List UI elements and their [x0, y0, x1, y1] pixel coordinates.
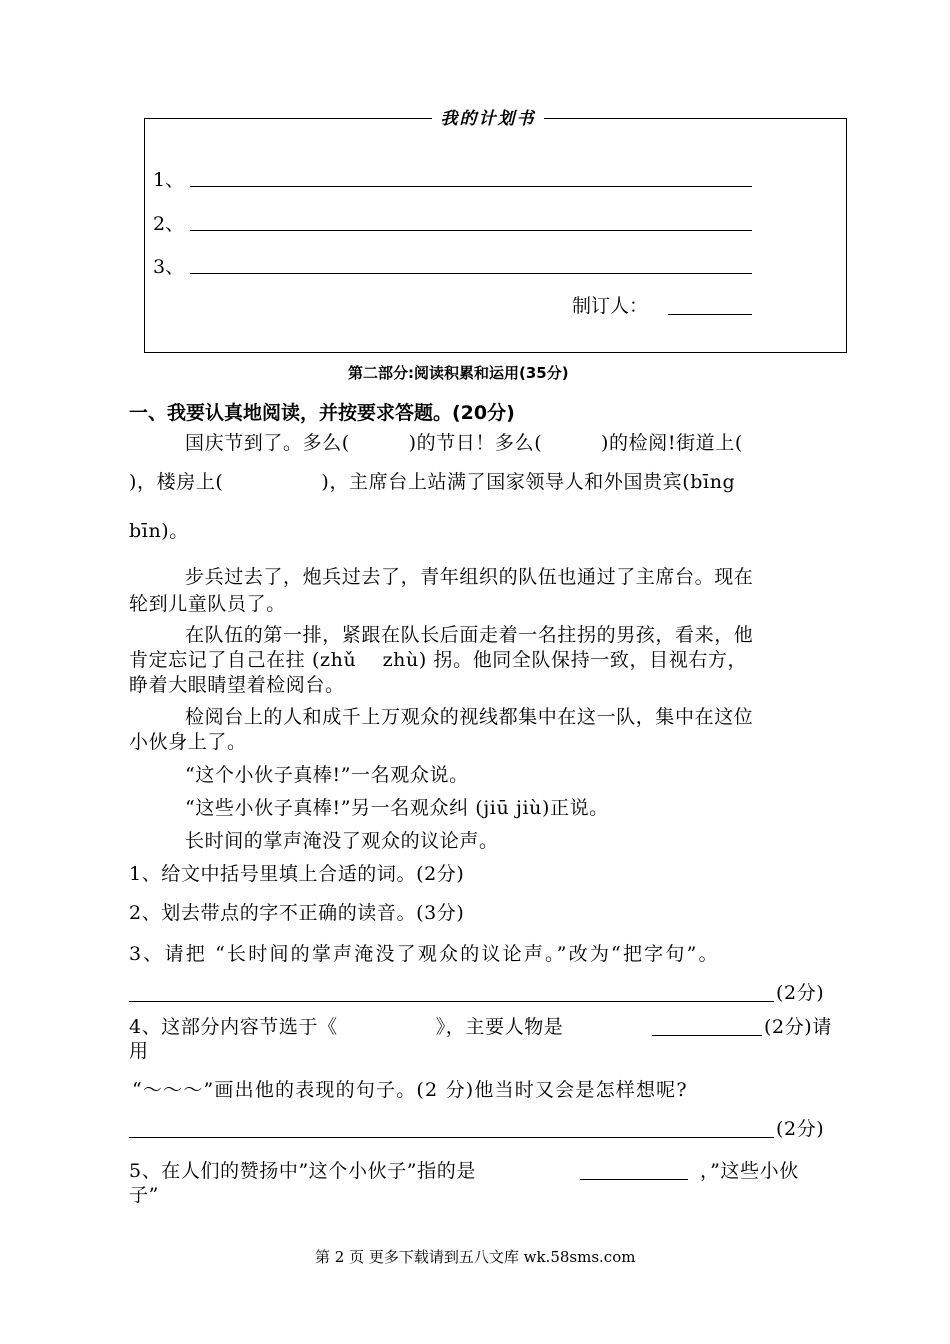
passage-line: 长时间的掌声淹没了观众的议论声。: [185, 830, 499, 852]
question-heading: 一、我要认真地阅读，并按要求答题。(20分): [129, 402, 515, 424]
plan-maker-line: [668, 314, 752, 315]
passage-line: bīn)。: [129, 520, 189, 542]
question-5-part-c: 子”: [129, 1184, 159, 1206]
answer-line-q4-person: [652, 1035, 762, 1036]
passage-line: 在队伍的第一排，紧跟在队长后面走着一名拄拐的男孩，看来，他: [185, 624, 754, 646]
passage-line: 轮到儿童队员了。: [129, 593, 286, 615]
question-4-part-d: “～～～”画出他的表现的句子。(2 分)他当时又会是怎样想呢?: [132, 1079, 688, 1101]
question-4-part-a: 4、这部分内容节选于《 》，主要人物是: [129, 1016, 564, 1038]
plan-box: [144, 118, 847, 353]
answer-line-q4: [129, 1137, 774, 1138]
question-3-score: (2分): [776, 982, 825, 1004]
plan-title: 我的计划书: [432, 104, 544, 132]
question-5-part-b: ，”这些小伙: [700, 1160, 799, 1182]
plan-item-2-line: [190, 230, 752, 231]
passage-line: 国庆节到了。多么( )的节日！多么( )的检阅!街道上(: [185, 432, 743, 454]
passage-line: )，楼房上( )，主席台上站满了国家领导人和外国贵宾(bīng: [129, 471, 736, 493]
plan-item-3-number: 3、: [153, 256, 185, 278]
question-3: 3、请把 “长时间的掌声淹没了观众的议论声。”改为“把字句”。: [129, 943, 720, 965]
passage-line: 检阅台上的人和成千上万观众的视线都集中在这一队，集中在这位: [185, 706, 754, 728]
passage-line: 步兵过去了，炮兵过去了，青年组织的队伍也通过了主席台。现在: [185, 566, 754, 588]
passage-line: 小伙身上了。: [129, 731, 247, 753]
plan-item-2-number: 2、: [153, 213, 185, 235]
section-title: 第二部分:阅读积累和运用(35分): [348, 364, 569, 382]
question-4-score: (2分): [776, 1118, 825, 1140]
passage-line: 肯定忘记了自己在拄 (zhǔ zhù) 拐。他同全队保持一致，目视右方，: [129, 649, 748, 671]
plan-maker-label: 制订人：: [572, 295, 649, 317]
passage-line: 睁着大眼睛望着检阅台。: [129, 674, 345, 696]
question-5-part-a: 5、在人们的赞扬中”这个小伙子”指的是: [129, 1160, 476, 1182]
question-4-part-c: 用: [129, 1040, 149, 1062]
plan-item-1-line: [190, 186, 752, 187]
question-1: 1、给文中括号里填上合适的词。(2分): [129, 863, 465, 885]
answer-line-q3: [129, 1001, 774, 1002]
plan-item-3-line: [190, 273, 752, 274]
question-2: 2、划去带点的字不正确的读音。(3分): [129, 902, 465, 924]
question-4-part-b: (2分)请: [764, 1016, 832, 1038]
page-footer: 第 2 页 更多下载请到五八文库 wk.58sms.com: [315, 1248, 636, 1266]
passage-line: “这个小伙子真棒!”一名观众说。: [185, 764, 469, 786]
answer-line-q5: [580, 1179, 688, 1180]
plan-item-1-number: 1、: [153, 169, 185, 191]
passage-line: “这些小伙子真棒!”另一名观众纠 (jiū jiù)正说。: [185, 797, 609, 819]
